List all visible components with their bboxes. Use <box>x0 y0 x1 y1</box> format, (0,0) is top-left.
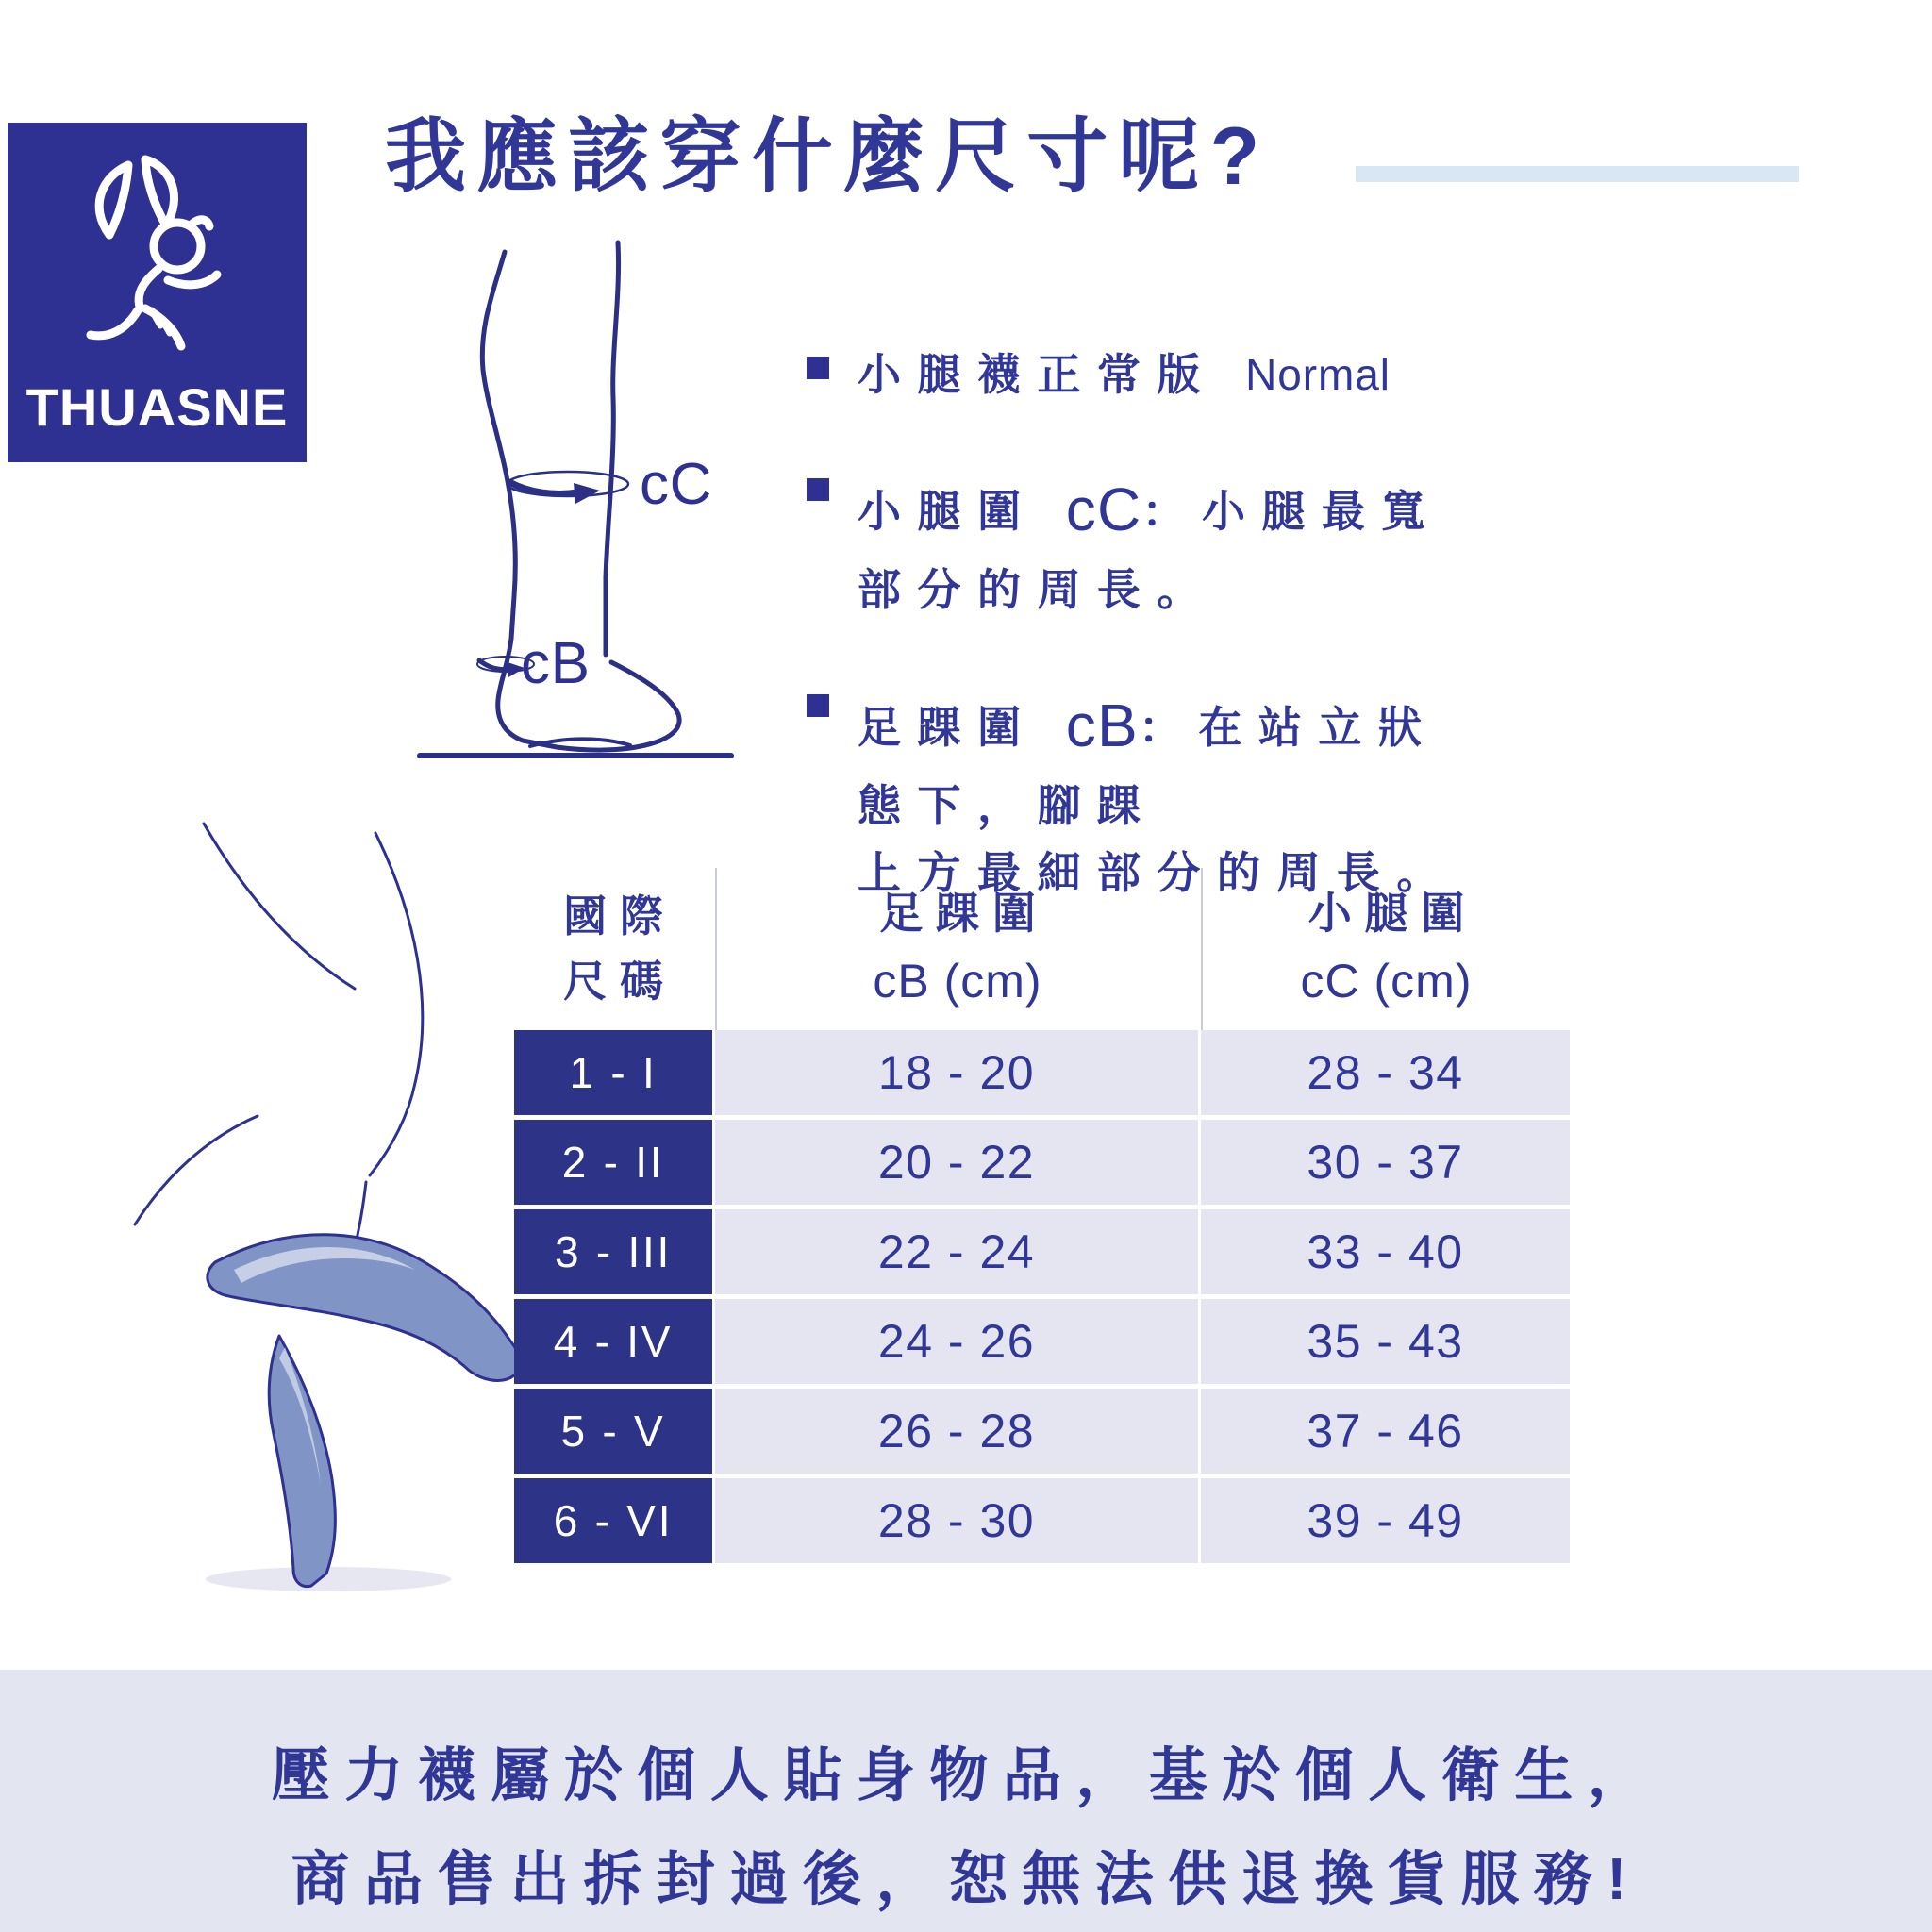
table-row <box>514 1030 1570 1115</box>
size-cell: 2 - II <box>514 1120 712 1205</box>
page-title: 我應該穿什麼尺寸呢? <box>385 111 1271 202</box>
size-cell: 1 - I <box>514 1030 712 1115</box>
note-normal <box>807 341 1486 408</box>
notice-line-1: 壓力襪屬於個人貼身物品，基於個人衛生， <box>271 1743 1661 1808</box>
size-cell: 4 - IV <box>514 1299 712 1384</box>
ankle-measure-label: cB <box>521 631 591 696</box>
note-calf-girth <box>807 463 1486 624</box>
title-accent-bar <box>1356 166 1799 182</box>
brand-name: THUASNE <box>25 377 289 437</box>
calf-measure-label: cC <box>640 452 713 517</box>
header-line: 小腿圍 <box>1307 889 1478 938</box>
square-bullet-icon <box>807 478 829 501</box>
header-line: 國際 <box>563 891 676 941</box>
measure-code-cB: cB <box>1065 691 1139 759</box>
note-latin: Normal <box>1245 350 1391 399</box>
header-calf-girth <box>1201 868 1570 1030</box>
calf-value-cell: 35 - 43 <box>1201 1299 1570 1384</box>
ankle-value-cell: 28 - 30 <box>715 1478 1198 1563</box>
size-table <box>514 868 1570 1568</box>
table-row <box>514 1389 1570 1474</box>
ankle-value-cell: 22 - 24 <box>715 1209 1198 1294</box>
thuasne-logo <box>8 123 307 462</box>
square-bullet-icon <box>807 357 829 379</box>
table-row <box>514 1299 1570 1384</box>
notice-line-2: 商品售出拆封過後，恕無法供退換貨服務! <box>291 1847 1641 1913</box>
header-line: 尺碼 <box>563 957 676 1006</box>
note-cjk: 足踝圍 <box>858 702 1066 752</box>
header-ankle-girth <box>715 868 1198 1030</box>
note-text <box>858 463 1486 624</box>
size-table-header <box>514 868 1570 1030</box>
ankle-value-cell: 26 - 28 <box>715 1389 1198 1474</box>
note-cjk: 小腿圍 <box>858 487 1066 537</box>
header-line: 足踝圍 <box>879 889 1049 938</box>
ankle-value-cell: 18 - 20 <box>715 1030 1198 1115</box>
square-bullet-icon <box>807 694 829 717</box>
calf-value-cell: 37 - 46 <box>1201 1389 1570 1474</box>
header-international-size <box>514 868 712 1030</box>
note-cjk-line2: 上方最細部分的周長。 <box>858 848 1457 898</box>
table-row <box>514 1209 1570 1294</box>
hygiene-notice-text <box>0 1670 1932 1932</box>
size-cell: 6 - VI <box>514 1478 712 1563</box>
stocking-legs-illustration <box>83 819 536 1602</box>
measure-code-cC: cC <box>1065 475 1142 544</box>
calf-value-cell: 28 - 34 <box>1201 1030 1570 1115</box>
note-text <box>858 341 1391 408</box>
table-row <box>514 1120 1570 1205</box>
calf-value-cell: 33 - 40 <box>1201 1209 1570 1294</box>
calf-value-cell: 39 - 49 <box>1201 1478 1570 1563</box>
size-cell: 5 - V <box>514 1389 712 1474</box>
angel-cherub-icon <box>55 143 262 379</box>
calf-value-cell: 30 - 37 <box>1201 1120 1570 1205</box>
hygiene-notice-band <box>0 1670 1932 1932</box>
table-row <box>514 1478 1570 1563</box>
ankle-value-cell: 20 - 22 <box>715 1120 1198 1205</box>
note-cjk: 小腿襪正常版 <box>858 350 1246 399</box>
note-cjk: ：在站立狀態下，腳踝 <box>858 702 1439 830</box>
size-cell: 3 - III <box>514 1209 712 1294</box>
header-line: cB (cm) <box>873 955 1042 1008</box>
ankle-value-cell: 24 - 26 <box>715 1299 1198 1384</box>
note-cjk: ：小腿最寬部分的周長。 <box>858 487 1441 615</box>
header-line: cC (cm) <box>1300 955 1473 1008</box>
